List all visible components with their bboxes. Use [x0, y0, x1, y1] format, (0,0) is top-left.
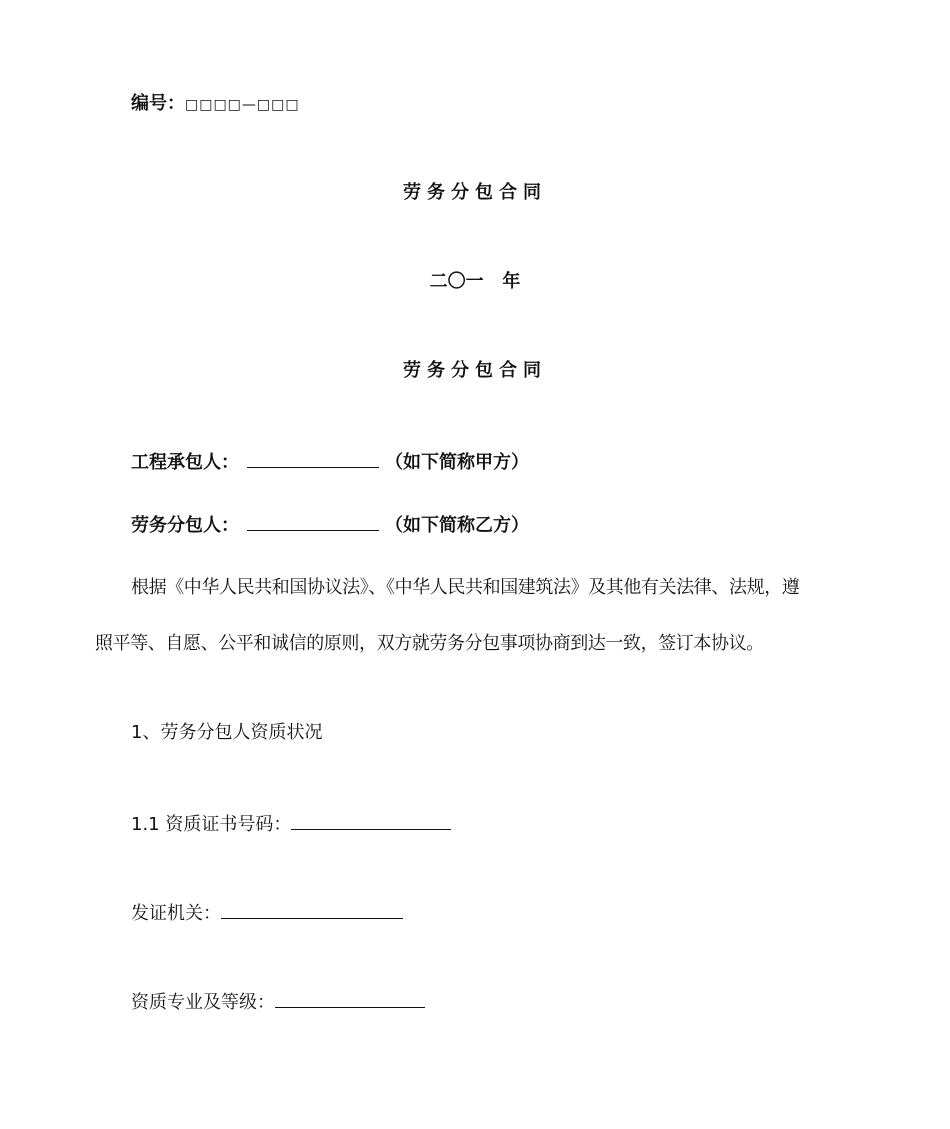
document-title: 劳务分包合同	[403, 182, 547, 203]
intro-paragraph-line-1: 根据《中华人民共和国协议法》、《中华人民共和国建筑法》及其他有关法律、法规，遵	[131, 577, 800, 598]
contract-number-value: □□□□—□□□	[185, 97, 300, 113]
contract-number-label: 编号：	[131, 93, 185, 114]
party-b-blank[interactable]	[247, 512, 379, 531]
document-subtitle: 劳务分包合同	[403, 360, 547, 381]
grade-line	[131, 989, 431, 1015]
year-line: 二〇一 年	[429, 271, 521, 292]
party-b-label: 劳务分包人：	[131, 515, 239, 536]
cert-number-blank[interactable]	[291, 811, 451, 830]
contract-number-line	[131, 92, 300, 117]
issuer-blank[interactable]	[221, 900, 403, 919]
intro-paragraph-line-2: 照平等、自愿、公平和诚信的原则，双方就劳务分包事项协商到达一致，签订本协议。	[95, 633, 764, 654]
grade-blank[interactable]	[275, 989, 425, 1008]
party-a-line	[131, 449, 529, 475]
party-a-note: （如下简称甲方）	[385, 452, 529, 473]
cert-number-line	[131, 811, 457, 837]
grade-label: 资质专业及等级：	[131, 992, 275, 1013]
section-1-heading: 1、劳务分包人资质状况	[131, 722, 323, 743]
party-b-line	[131, 512, 529, 538]
issuer-line	[131, 900, 409, 926]
party-a-label: 工程承包人：	[131, 452, 239, 473]
party-a-blank[interactable]	[247, 449, 379, 468]
party-b-note: （如下简称乙方）	[385, 515, 529, 536]
cert-number-label: 1.1 资质证书号码：	[131, 814, 292, 835]
issuer-label: 发证机关：	[131, 903, 221, 924]
